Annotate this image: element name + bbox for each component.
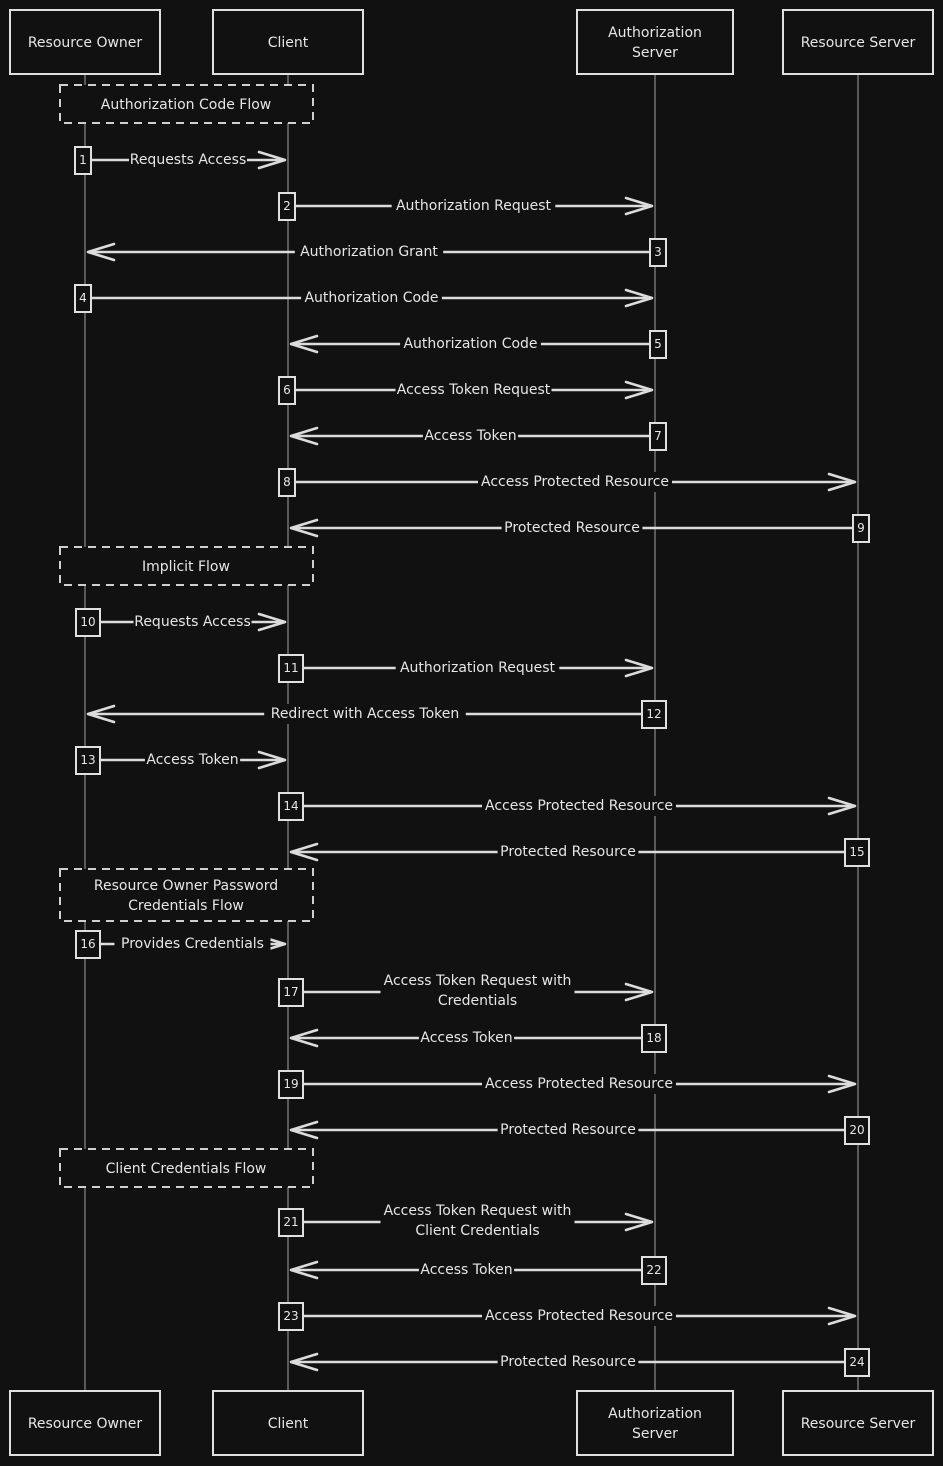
message-label: Protected Resource <box>500 1122 636 1138</box>
step-number-label: 7 <box>654 429 662 443</box>
message-label: Authorization Request <box>399 660 556 676</box>
participant-label: Resource Server <box>800 1416 916 1432</box>
step-number <box>279 1209 303 1236</box>
message-18 <box>291 1025 666 1052</box>
step-number <box>845 1349 869 1376</box>
note-label: Credentials Flow <box>128 898 244 914</box>
step-number <box>650 423 666 450</box>
message-label: Authorization Request <box>395 198 552 214</box>
participant-rs-top <box>783 10 933 74</box>
message-15 <box>291 839 869 866</box>
message-8 <box>279 469 855 496</box>
step-number-label: 17 <box>283 985 299 999</box>
participant-box <box>577 1391 733 1455</box>
message-label: Requests Access <box>129 152 247 168</box>
step-number <box>845 839 869 866</box>
participant-ro-top <box>10 10 160 74</box>
participant-label: Resource Owner <box>27 1416 143 1432</box>
message-20 <box>291 1117 869 1144</box>
step-number <box>279 193 295 220</box>
step-number <box>279 793 303 820</box>
message-24 <box>291 1349 869 1376</box>
step-number <box>279 1303 303 1330</box>
step-number-label: 1 <box>79 153 87 167</box>
step-number-label: 12 <box>646 707 662 721</box>
participant-as-bottom <box>577 1391 733 1455</box>
participant-as-top <box>577 10 733 74</box>
message-label: Access Protected Resource <box>484 798 674 814</box>
step-number-label: 3 <box>654 245 662 259</box>
message-4 <box>75 285 652 312</box>
message-14 <box>279 793 855 820</box>
message-label: Protected Resource <box>500 1354 636 1370</box>
message-6 <box>279 377 652 404</box>
step-number-label: 2 <box>283 199 291 213</box>
message-11 <box>279 655 652 682</box>
step-number <box>76 609 100 636</box>
message-5 <box>291 331 666 358</box>
step-number <box>642 1025 666 1052</box>
step-number-label: 13 <box>80 753 96 767</box>
message-2 <box>279 193 652 220</box>
message-label: Access Token <box>424 428 517 444</box>
message-label: Access Protected Resource <box>480 474 670 490</box>
note-label: Authorization Code Flow <box>100 97 272 113</box>
message-23 <box>279 1303 855 1330</box>
message-label: Access Token Request with <box>383 1203 572 1219</box>
step-number-label: 19 <box>283 1077 299 1091</box>
step-number-label: 20 <box>849 1123 865 1137</box>
message-22 <box>291 1257 666 1284</box>
message-1 <box>75 147 285 174</box>
step-number <box>650 239 666 266</box>
participant-ro-bottom <box>10 1391 160 1455</box>
messages <box>75 147 869 1376</box>
message-label: Redirect with Access Token <box>270 706 460 722</box>
message-21 <box>279 1200 652 1240</box>
participant-rs-bottom <box>783 1391 933 1455</box>
note-flow-title <box>60 85 313 123</box>
step-number-label: 24 <box>849 1355 865 1369</box>
step-number-label: 22 <box>646 1263 662 1277</box>
step-number <box>853 515 869 542</box>
note-label: Client Credentials Flow <box>105 1161 267 1177</box>
step-number-label: 10 <box>80 615 96 629</box>
step-number <box>279 469 295 496</box>
message-label: Requests Access <box>134 614 251 630</box>
step-number <box>642 701 666 728</box>
step-number <box>650 331 666 358</box>
message-label: Access Token <box>420 1262 513 1278</box>
message-7 <box>291 423 666 450</box>
step-number-label: 21 <box>283 1215 299 1229</box>
message-17 <box>279 970 652 1010</box>
step-number <box>642 1257 666 1284</box>
message-label: Access Token Request <box>396 382 551 398</box>
participant-label: Client <box>267 35 309 51</box>
message-label: Access Token <box>420 1030 513 1046</box>
message-label: Authorization Code <box>304 290 439 306</box>
step-number <box>75 147 91 174</box>
message-label: Protected Resource <box>504 520 640 536</box>
participant-box <box>577 10 733 74</box>
message-9 <box>291 515 869 542</box>
message-label: Authorization Grant <box>300 244 438 260</box>
step-number-label: 6 <box>283 383 291 397</box>
step-number-label: 23 <box>283 1309 299 1323</box>
step-number-label: 5 <box>654 337 662 351</box>
participant-label: Server <box>632 45 678 61</box>
step-number-label: 4 <box>79 291 87 305</box>
step-number <box>76 931 100 958</box>
participant-label: Client <box>267 1416 309 1432</box>
note-flow-title <box>60 869 313 921</box>
message-label: Credentials <box>437 993 518 1009</box>
participant-client-bottom <box>213 1391 363 1455</box>
step-number <box>279 1071 303 1098</box>
message-label: Authorization Code <box>403 336 538 352</box>
message-19 <box>279 1071 855 1098</box>
note-flow-title <box>60 1149 313 1187</box>
participant-label: Authorization <box>608 25 702 41</box>
step-number-label: 15 <box>849 845 865 859</box>
step-number-label: 14 <box>283 799 299 813</box>
participant-label: Resource Owner <box>27 35 143 51</box>
note-label: Implicit Flow <box>142 559 230 575</box>
step-number <box>279 979 303 1006</box>
step-number <box>279 377 295 404</box>
message-13 <box>76 747 285 774</box>
step-number-label: 8 <box>283 475 291 489</box>
message-label: Provides Credentials <box>121 936 264 952</box>
note-flow-title <box>60 547 313 585</box>
participant-label: Resource Server <box>800 35 916 51</box>
note-label: Resource Owner Password <box>93 878 279 894</box>
step-number-label: 11 <box>283 661 299 675</box>
step-number <box>76 747 100 774</box>
lifelines <box>85 74 858 1391</box>
step-number <box>279 655 303 682</box>
participant-client-top <box>213 10 363 74</box>
message-10 <box>76 609 285 636</box>
message-3 <box>88 239 666 266</box>
step-number-label: 18 <box>646 1031 662 1045</box>
step-number <box>75 285 91 312</box>
participant-label: Server <box>632 1426 678 1442</box>
step-number <box>845 1117 869 1144</box>
message-label: Access Token <box>146 752 239 768</box>
step-number-label: 9 <box>857 521 865 535</box>
step-number-label: 16 <box>80 937 96 951</box>
message-label: Protected Resource <box>500 844 636 860</box>
message-label: Access Token Request with <box>383 973 572 989</box>
message-12 <box>88 701 666 728</box>
participant-label: Authorization <box>608 1406 702 1422</box>
message-16 <box>76 931 285 958</box>
message-label: Client Credentials <box>415 1223 540 1239</box>
message-label: Access Protected Resource <box>484 1308 674 1324</box>
message-label: Access Protected Resource <box>484 1076 674 1092</box>
